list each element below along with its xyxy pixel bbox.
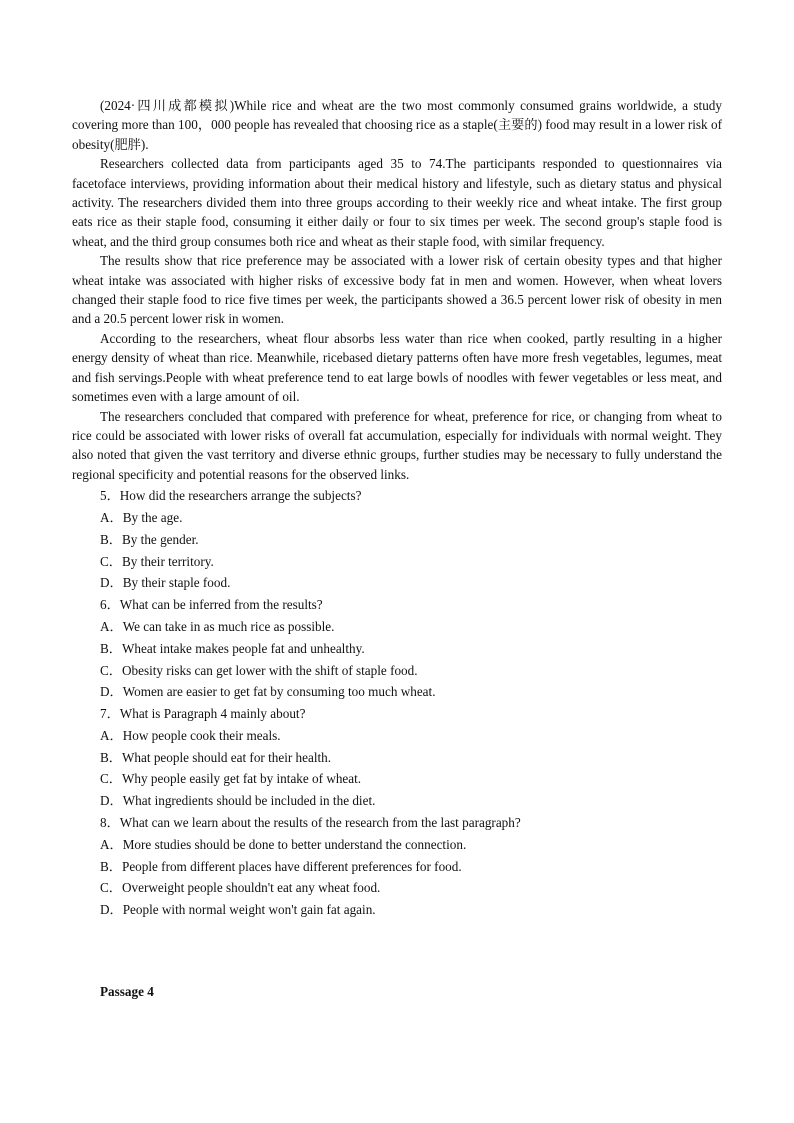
option-8c: C．Overweight people shouldn't eat any wheat food. (100, 880, 381, 896)
option-5b: B．By the gender. (100, 531, 199, 547)
option-8b: B．People from different places have different preferences for food. (100, 858, 462, 874)
question-5: 5．How did the researchers arrange the subjects? (100, 488, 362, 504)
option-5c: C．By their territory. (100, 553, 214, 569)
option-7d: D．What ingredients should be included in the diet. (100, 793, 376, 809)
option-6d: D．Women are easier to get fat by consuming too much wheat. (100, 684, 436, 700)
option-8d: D．People with normal weight won't gain fat again. (100, 902, 376, 918)
paragraph-2: Researchers collected data from participants aged 35 to 74.The participants responded to questionnaires via facetoface interviews, providing information about their medical history and lifestyle, such as dietary status and physical activity. The researchers divided them into three groups according to their weekly rice and wheat intake. The first group eats rice as their staple food, consuming it either daily or four to six times per week. The second group's staple food is wheat, and the third group consumes both rice and wheat as their staple food, with similar frequency. (72, 156, 722, 249)
option-5d: D．By their staple food. (100, 575, 231, 591)
option-7b: B．What people should eat for their health. (100, 749, 332, 765)
option-7a: A．How people cook their meals. (100, 727, 281, 743)
paragraph-3: The results show that rice preference may be associated with a lower risk of certain obesity types and that higher wheat intake was associated with higher risks of excessive body fat in men and women. However, when wheat lovers changed their staple food to rice five times per week, the participants showed a 36.5 percent lower risk of obesity in men and a 20.5 percent lower risk in women. (72, 253, 722, 327)
paragraph-5: The researchers concluded that compared with preference for wheat, preference for rice, or changing from wheat to rice could be associated with lower risks of overall fat accumulation, especially for individuals with normal weight. They also noted that given the vast territory and diverse ethnic groups, further studies may be necessary to fully understand the regional specificity and potential reasons for the observed links. (72, 408, 722, 482)
question-list (72, 485, 722, 921)
passage-body (72, 96, 722, 921)
question-6: 6．What can be inferred from the results? (100, 597, 323, 613)
option-7c: C．Why people easily get fat by intake of wheat. (100, 771, 362, 787)
option-8a: A．More studies should be done to better understand the connection. (100, 836, 467, 852)
option-6a: A．We can take in as much rice as possible. (100, 618, 335, 634)
paragraph-1: (2024·四川成都模拟)While rice and wheat are the two most commonly consumed grains worldwide, a study covering more than 100，000 people has revealed that choosing rice as a staple(主要的) food may result in a lower risk of obesity(肥胖). (72, 98, 722, 152)
option-6b: B．Wheat intake makes people fat and unhealthy. (100, 640, 365, 656)
next-passage-title: Passage 4 (100, 984, 154, 999)
option-5a: A．By the age. (100, 509, 183, 525)
option-6c: C．Obesity risks can get lower with the shift of staple food. (100, 662, 418, 678)
question-7: 7．What is Paragraph 4 mainly about? (100, 706, 306, 722)
paragraph-4: According to the researchers, wheat flour absorbs less water than rice when cooked, partly resulting in a higher energy density of wheat than rice. Meanwhile, ricebased dietary patterns often have more fresh vegetables, legumes, meat and fish servings.People with wheat preference tend to eat large bowls of noodles with fewer vegetables or less meat, and sometimes even with a large amount of oil. (72, 330, 722, 405)
question-8: 8．What can we learn about the results of the research from the last paragraph? (100, 815, 521, 831)
